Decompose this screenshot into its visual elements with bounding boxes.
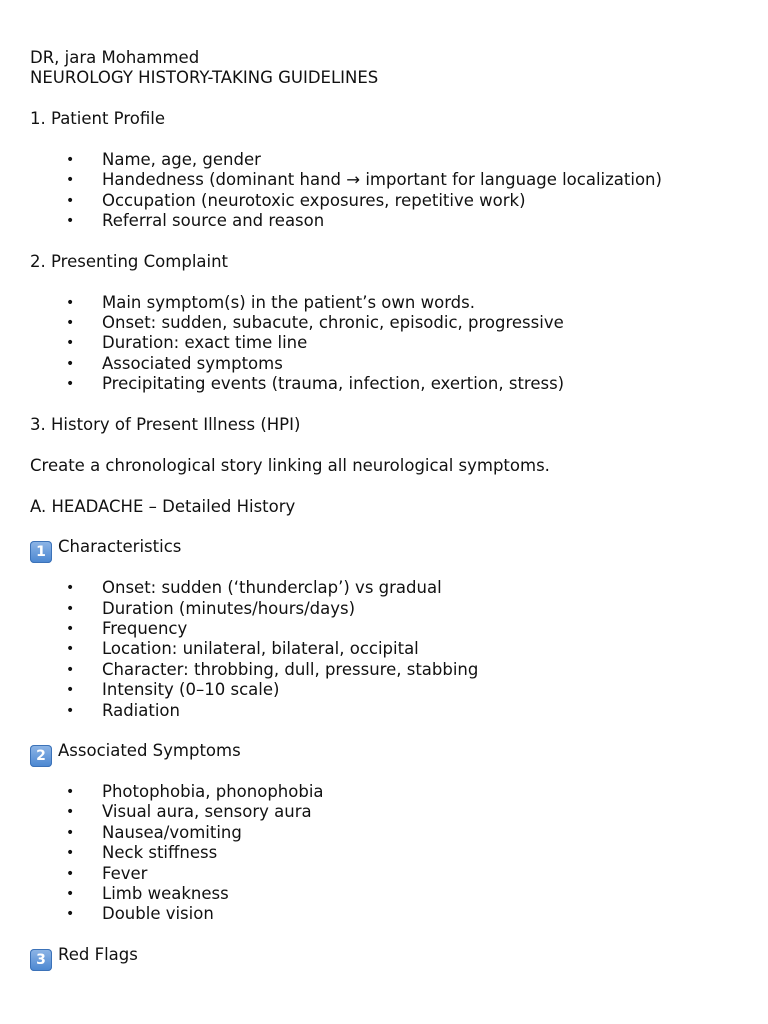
list-item: • Fever <box>66 863 148 883</box>
heading-characteristics: 1 Characteristics <box>30 537 750 557</box>
author-line: DR, jara Mohammed <box>30 48 200 67</box>
patient-profile-list <box>30 150 750 232</box>
list-item: • Occupation (neurotoxic exposures, repetitive work) <box>66 190 526 210</box>
heading-associated-symptoms: 2 Associated Symptoms <box>30 741 750 761</box>
keycap-one-icon: 1 <box>30 541 52 563</box>
section-heading-hpi: 3. History of Present Illness (HPI) <box>30 415 301 435</box>
list-item: • Character: throbbing, dull, pressure, stabbing <box>66 659 479 679</box>
bullet-icon: • <box>66 192 75 209</box>
list-item: • Location: unilateral, bilateral, occipital <box>66 639 419 659</box>
bullet-icon: • <box>66 335 75 352</box>
bullet-icon: • <box>66 702 75 719</box>
bullet-icon: • <box>66 376 75 393</box>
bullet-icon: • <box>66 355 75 372</box>
list-item: • Onset: sudden (‘thunderclap’) vs gradual <box>66 578 442 598</box>
document-page <box>30 48 750 969</box>
section-heading-patient-profile: 1. Patient Profile <box>30 109 165 129</box>
hpi-intro: Create a chronological story linking all neurological symptoms. <box>30 455 550 475</box>
list-item: • Main symptom(s) in the patient’s own words. <box>66 292 475 312</box>
bullet-icon: • <box>66 151 75 168</box>
bullet-icon: • <box>66 641 75 658</box>
section-heading-presenting-complaint: 2. Presenting Complaint <box>30 251 229 271</box>
bullet-icon: • <box>66 661 75 678</box>
list-item: • Intensity (0–10 scale) <box>66 680 280 700</box>
presenting-complaint-list <box>30 293 750 395</box>
list-item: • Double vision <box>66 904 214 924</box>
bullet-icon: • <box>66 865 75 882</box>
bullet-icon: • <box>66 600 75 617</box>
bullet-icon: • <box>66 315 75 332</box>
bullet-icon: • <box>66 886 75 903</box>
subheading-headache: A. HEADACHE – Detailed History <box>30 496 296 516</box>
bullet-icon: • <box>66 804 75 821</box>
characteristics-list <box>30 578 750 721</box>
bullet-icon: • <box>66 906 75 923</box>
bullet-icon: • <box>66 172 75 189</box>
list-item: • Onset: sudden, subacute, chronic, episodic, progressive <box>66 313 564 333</box>
heading-red-flags: 3 Red Flags <box>30 945 750 965</box>
bullet-icon: • <box>66 580 75 597</box>
list-item: • Frequency <box>66 618 188 638</box>
list-item: • Duration (minutes/hours/days) <box>66 598 356 618</box>
keycap-two-icon: 2 <box>30 745 52 767</box>
list-item: • Precipitating events (trauma, infection, exertion, stress) <box>66 374 565 394</box>
list-item: • Radiation <box>66 700 180 720</box>
list-item: • Visual aura, sensory aura <box>66 802 312 822</box>
bullet-icon: • <box>66 845 75 862</box>
list-item: • Handedness (dominant hand → important for language localization) <box>66 170 662 190</box>
bullet-icon: • <box>66 682 75 699</box>
bullet-icon: • <box>66 213 75 230</box>
associated-symptoms-list <box>30 782 750 925</box>
bullet-icon: • <box>66 824 75 841</box>
list-item: • Photophobia, phonophobia <box>66 782 324 802</box>
list-item: • Duration: exact time line <box>66 333 308 353</box>
list-item: • Nausea/vomiting <box>66 822 242 842</box>
list-item: • Associated symptoms <box>66 353 283 373</box>
list-item: • Neck stiffness <box>66 843 218 863</box>
list-item: • Referral source and reason <box>66 211 325 231</box>
bullet-icon: • <box>66 784 75 801</box>
bullet-icon: • <box>66 294 75 311</box>
list-item: • Name, age, gender <box>66 149 261 169</box>
bullet-icon: • <box>66 620 75 637</box>
document-title: NEUROLOGY HISTORY-TAKING GUIDELINES <box>30 68 379 88</box>
list-item: • Limb weakness <box>66 884 229 904</box>
keycap-three-icon: 3 <box>30 949 52 971</box>
